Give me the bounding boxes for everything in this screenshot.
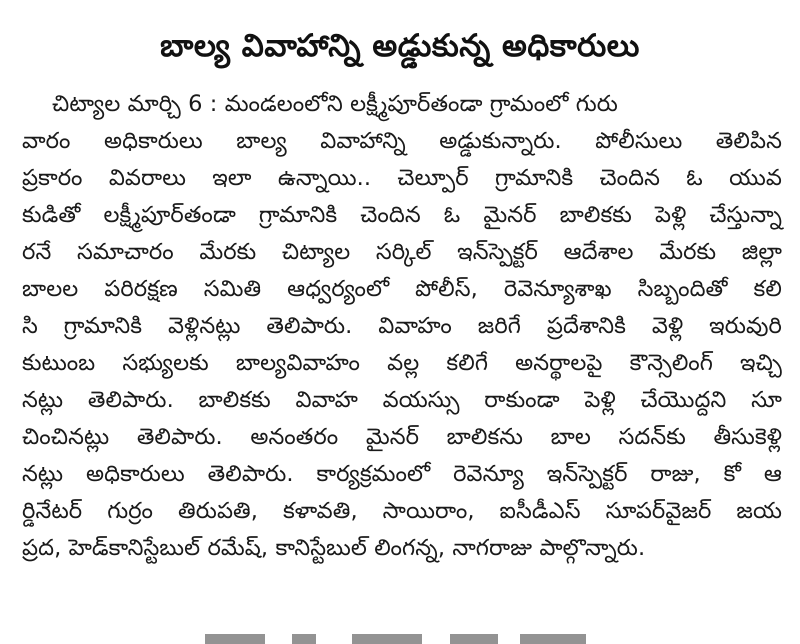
- article-line: చించినట్లు తెలిపారు. అనంతరం మైనర్ బాలికను బాల సదన్‌కు తీసుకెళ్లి: [22, 424, 782, 450]
- article-line: ర్డినేటర్ గుర్రం తిరుపతి, కళావతి, సాయిరాం, ఐసీడీఎస్ సూపర్‌వైజర్ జయ: [22, 498, 782, 524]
- clipped-previous-article-text: [0, 0, 800, 8]
- article-line: సి గ్రామానికి వెళ్లినట్లు తెలిపారు. వివాహం జరిగే ప్రదేశానికి వెళ్లి ఇరువురి: [22, 313, 782, 339]
- article-line: నట్లు అధికారులు తెలిపారు. కార్యక్రమంలో రెవెన్యూ ఇన్‌స్పెక్టర్ రాజు, కో ఆ: [22, 461, 782, 487]
- article-line: రనే సమాచారం మేరకు చిట్యాల సర్కిల్ ఇన్‌స్పెక్టర్ ఆదేశాల మేరకు జిల్లా: [22, 239, 782, 265]
- article-body: [22, 86, 782, 567]
- article-line: నట్లు తెలిపారు. బాలికకు వివాహ వయస్సు రాకుండా పెళ్లి చేయొద్దని సూ: [22, 387, 782, 413]
- clipped-next-article-text: [0, 632, 800, 644]
- article-line: చిట్యాల మార్చి 6 : మండలంలోని లక్ష్మీపూర్‌తండా గ్రామంలో గురు: [52, 91, 618, 117]
- article-line: బాలల పరిరక్షణ సమితి ఆధ్వర్యంలో పోలీస్, రెవెన్యూశాఖ సిబ్బందితో కలి: [22, 276, 782, 302]
- article-line: ప్రకారం వివరాలు ఇలా ఉన్నాయి.. చెల్పూర్ గ్రామానికి చెందిన ఓ యువ: [22, 165, 782, 191]
- article-line: కుడితో లక్ష్మీపూర్‌తండా గ్రామానికి చెందిన ఓ మైనర్ బాలికకు పెళ్లి చేస్తున్నా: [22, 202, 782, 228]
- article-line: ప్రద, హెడ్‌కానిస్టేబుల్ రమేష్, కానిస్టేబుల్ లింగన్న, నాగరాజు పాల్గొన్నారు.: [22, 535, 646, 561]
- article-line: వారం అధికారులు బాల్య వివాహాన్ని అడ్డుకున్నారు. పోలీసులు తెలిపిన: [22, 128, 782, 154]
- article-line: కుటుంబ సభ్యులకు బాల్యవివాహం వల్ల కలిగే అనర్థాలపై కౌన్సెలింగ్ ఇచ్చి: [22, 350, 782, 376]
- article-headline: బాల్య వివాహాన్ని అడ్డుకున్న అధికారులు: [160, 28, 640, 64]
